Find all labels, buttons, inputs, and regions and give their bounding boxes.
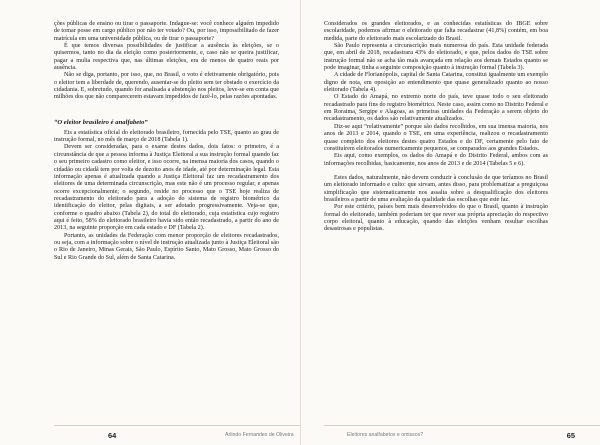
right-page — [300, 0, 600, 445]
paragraph: Devem ser consideradas, para o exame destes dados, dois fatos: o primeiro, é a circunstância de que a pessoa informa à Justiça Eleitoral a sua instrução formal quando faz o seu primeiro cadastro como eleitor, e isso ocorre, na imensa maioria dos casos, quando o cidadão ou cidadã tem por volta de dezoito anos de idade, até por determinação legal. Esta informação apenas é atualizada quando a Justiça Eleitoral faz um recadastramento dos eleitores de uma determinada circunscrição, mas este não é um processo regular, e apenas ocorre excepcionalmente; o segundo, reside no processo que o TSE hoje realiza de recadastramento do eleitorado para a adoção do sistema de registro biométrico da identificação do eleitor, pelas digitais, a ser adotado progressivamente. Veja-se que, conforme o quadro abaixo (Tabela 2), do total do eleitorado, cuja estatística cujo registro aqui é feito, 58% do eleitorado brasileiro havia sido então recadastrado, a partir do ano de 2013, na seguinte proporção em cada estado e DF (Tabela 2). — [54, 144, 279, 232]
right-text-column — [324, 21, 548, 234]
paragraph: Portanto, as unidades da Federação com menor proporção de eleitores recadastrados, ou seja, com a informação sobre o nível de instrução atualizada junto à Justiça Eleitoral são o Rio de Janeiro, Minas Gerais, São Paulo, Espírito Santo, Mato Grosso, Mato Grosso do Sul e Rio Grande do Sul, além de Santa Catarina. — [54, 232, 279, 261]
paragraph: Eis a estatística oficial do eleitorado brasileiro, fornecida pelo TSE, quanto ao grau de instrução formal, no mês de março de 2018 (Tabela 1). — [54, 129, 279, 144]
paragraph: É que temos diversas possibilidades de justificar a ausência às eleições, se o quisermos, tanto no dia da eleição como posteriormente, e, caso não se queira justificar, pagar a multa respectiva que, nas últimas eleições, era de menos de quatro reais por ausência. — [54, 43, 279, 72]
paragraph: Eis aqui, como exemplos, os dados do Amapá e do Distrito Federal, ambos com as informações recolhidas, basicamente, nos anos de 2013 e de 2014 (Tabelas 5 e 6). — [324, 153, 548, 167]
paragraph: O Estado do Amapá, no extremo norte do país, teve quase todo o seu eleitorado recadastrado para fins do registro biométrico. Neste caso, assim como no Distrito Federal e em Roraima, Sergipe e Alagoas, as primeiras unidades da Federação a serem objeto do recadastramento, os dados são relativamente atualizados. — [324, 94, 549, 123]
section-heading: “O eleitor brasileiro é analfabeto” — [54, 118, 148, 126]
paragraph: Diz-se aqui “relativamente” porque são dados recolhidos, em sua imensa maioria, nos anos de 2013 e 2014, quando o TSE, em uma experiência, realizou o recadastramento quase completo dos eleitores destes quatro Estados e do DF, certamente pelo fato de constituírem eleitorados numericamente pequenos, se comparados aos grandes Estados. — [324, 123, 548, 152]
paragraph: ções públicas de ensino ou tirar o passaporte. Indague-se: você conhece alguém impedido de tomar posse em cargo público por não ter votado? Ou, por isso, impossibilitado de fazer matrícula em uma universidade pública, ou de tirar o passaporte? — [54, 21, 279, 42]
paragraph: São Paulo representa a circunscrição mais numerosa do país. Esta unidade federada que, em abril de 2018, recadastrara 43% do eleitorado, e que, pelos dados do TSE sobre instrução formal não se acha tão mais avançada em relação aos demais Estados quanto se pode imaginar, tinha a seguinte composição quanto à instrução formal (Tabela 3). — [324, 43, 548, 72]
page-number: 65 — [566, 431, 575, 440]
running-title: Eleitores analfabetos e omissos? — [347, 432, 424, 438]
paragraph: Estes dados, naturalmente, não devem conduzir à conclusão de que teríamos no Brasil um eleitorado informado e culto: que sirvam, antes disso, para problematizar a preguiçosa simplificação que sistematicamente nos assalta sobre a desqualificação dos eleitores brasileiros a partir de uma avaliação da qualidade das escolhas que este faz. — [324, 174, 548, 203]
right-footer — [324, 425, 600, 445]
paragraph: A cidade de Florianópolis, capital de Santa Catarina, constitui igualmente um exemplo digno de nota, em oposição ao entendimento que quase generalizado quanto ao nosso eleitorado (Tabela 4). — [324, 72, 548, 94]
paragraph: Por este critério, países bem mais desenvolvidos do que o Brasil, quanto à instrução formal do eleitorado, também poderiam ter que rever sua própria apreciação do respectivo corpo eleitoral, quanto à educação, quando das eleições venham resultar escolhas desastrosas e populistas. — [324, 204, 548, 233]
page-number: 64 — [108, 431, 117, 440]
running-author: Arlindo Fernandes de Oliveira — [225, 432, 294, 438]
left-text-column — [54, 21, 279, 262]
paragraph: Não se diga, portanto, por isso, que, no Brasil, o voto é efetivamente obrigatório, pois o eleitor tem a liberdade de, querendo, ausentar-se do pleito sem ter obstado o exercício da cidadania. E, sobretudo, quando for analisada a abstenção nos pleitos, leve-se em conta que milhões dos que não comparecerem estavam impedidos de fazê-lo, pelas razões apontadas. — [54, 72, 279, 101]
paragraph: Considerados os grandes eleitorados, e as conhecidas estatísticas do IBGE sobre escolaridade, podemos afirmar o eleitorado que falta recadastrar (41,8%) contém, em boa medida, parte do eleitorado mais escolarizado do Brasil. — [324, 21, 548, 42]
